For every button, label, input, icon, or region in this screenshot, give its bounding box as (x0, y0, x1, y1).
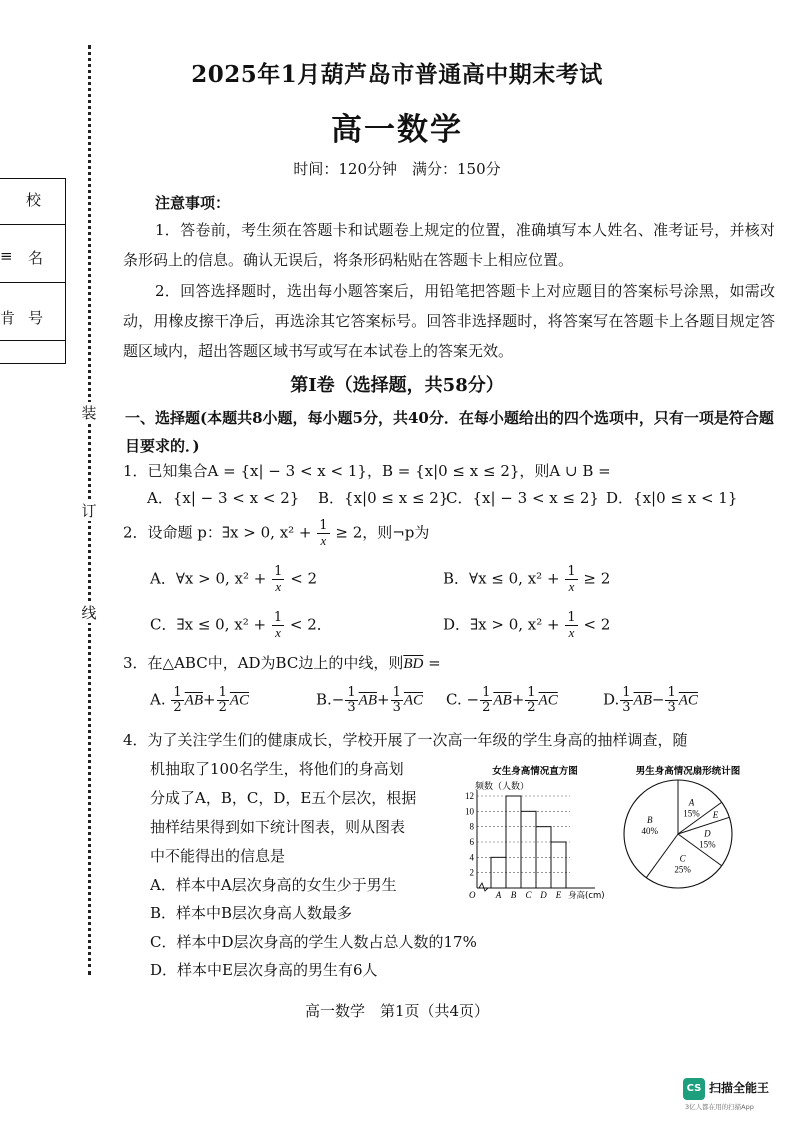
q1-option-c: C．{x| − 3 < x ≤ 2} (446, 489, 599, 507)
fraction-denominator: 2 (482, 700, 491, 715)
fraction-numerator: 1 (667, 685, 676, 700)
q3-option-c-op: + (511, 690, 525, 709)
bar-category-label: B (510, 890, 517, 900)
bar-category-label: C (525, 890, 532, 900)
fraction-denominator: 2 (173, 700, 182, 715)
pie-slice-label-B: B (647, 814, 653, 825)
bar-category-label: A (495, 890, 502, 900)
q1-option-d: D．{x|0 ≤ x < 1} (606, 489, 738, 507)
scanner-app-name: 扫描全能王 (709, 1081, 770, 1095)
pie-slice-value-A: 15% (683, 808, 700, 819)
notice-item-2: 2．回答选择题时，选出每小题答案后，用铅笔把答题卡上对应题目的答案标号涂黑，如需改动，用橡皮擦干净后，再选涂其它答案标号。回答非选择题时，将答案写在答题卡上各题目规定答题区域内，超出答题区域书写或写在本试卷上的答案无效。 (123, 282, 775, 360)
fraction-numerator: 1 (392, 685, 401, 700)
q3-stem (123, 652, 441, 675)
q2-option-a (150, 565, 317, 594)
q4-option-d: D．样本中E层次身高的男生有6人 (150, 961, 378, 979)
pie-slice-value-C: 25% (674, 864, 691, 875)
q3-option-c-vec1: $\overline{AB}$ (493, 692, 512, 709)
axis-break-mark (479, 883, 488, 891)
fraction-denominator: x (568, 625, 575, 640)
q2-option-c-suffix: < 2． (289, 615, 332, 634)
q4-stem-line2: 机抽取了100名学生，将他们的身高划 (150, 760, 404, 778)
q2-option-c-fraction (272, 611, 284, 640)
bar-C (521, 811, 536, 888)
notice-item-1: 1．答卷前，考生须在答题卡和试题卷上规定的位置，准确填写本人姓名、准考证号，并核对条形码上的信息。确认无误后，将条形码粘贴在答题卡上相应位置。 (123, 221, 775, 269)
fraction-numerator: 1 (567, 564, 576, 579)
fraction-denominator: x (320, 533, 327, 548)
subject-title: 高一数学 (331, 112, 463, 148)
q3-option-a-vec2: $\overline{AC}$ (229, 692, 250, 709)
q3-option-d (603, 686, 698, 715)
q4-option-c: C．样本中D层次身高的学生人数占总人数的17% (150, 933, 477, 951)
q3-option-d-frac1 (620, 686, 632, 715)
info-row-name (0, 237, 65, 283)
bar-ytick-label: 8 (469, 821, 474, 832)
q3-option-c-frac1 (480, 686, 492, 715)
time-info: 时间：120分钟 满分：150分 (293, 160, 501, 178)
fraction-denominator: x (275, 579, 282, 594)
pie-slice-value-D: 15% (699, 839, 716, 850)
q2-option-b (443, 565, 610, 594)
pie-slice-label-C: C (679, 853, 686, 864)
info-label-number-prefix: 肯 (0, 309, 16, 327)
section-one-heading (125, 404, 775, 460)
bar-origin-label: O (469, 890, 476, 900)
q3-stem-end: = (423, 654, 441, 672)
bar-ytick-label: 10 (465, 806, 474, 817)
q3-option-a-frac2 (217, 686, 229, 715)
q1-option-b: B．{x|0 ≤ x ≤ 2} (318, 489, 449, 507)
binding-char-ding: 订 (79, 500, 99, 521)
q2-option-c-prefix: C．∃x ≤ 0, x² + (150, 615, 267, 634)
q4-option-a: A．样本中A层次身高的女生少于男生 (150, 876, 397, 894)
camscanner-logo-icon: CS (683, 1078, 705, 1100)
q2-option-a-fraction (272, 565, 284, 594)
fraction-numerator: 1 (273, 610, 283, 625)
bar-xlabel: 身高(cm) (568, 891, 605, 901)
boys-height-pie-chart (608, 760, 768, 895)
q2-stem-fraction (317, 519, 329, 548)
fraction-numerator: 1 (173, 685, 182, 700)
q2-option-d-suffix: < 2 (583, 615, 611, 634)
fraction-denominator: x (275, 625, 281, 640)
info-label-name-prefix: ≡ (0, 247, 13, 265)
q3-option-c (446, 686, 558, 715)
fraction-numerator: 1 (274, 564, 283, 579)
q3-option-c-sign: − (466, 690, 480, 709)
q1-option-a: A．{x| − 3 < x < 2} (147, 489, 300, 507)
info-label-number: 号 (28, 309, 44, 327)
girls-height-histogram (455, 760, 615, 910)
q2-option-a-prefix: A．∀x > 0, x² + (150, 569, 267, 588)
pie-slice-value-B: 40% (641, 825, 659, 836)
bar-layer (465, 790, 605, 901)
fraction-denominator: 3 (622, 700, 631, 715)
fraction-denominator: 2 (218, 700, 227, 715)
q2-option-d-prefix: D．∃x > 0, x² + (443, 615, 560, 634)
q4-option-b: B．样本中B层次身高人数最多 (150, 904, 353, 922)
q3-option-b-frac1 (345, 686, 357, 715)
fraction-numerator: 1 (218, 685, 227, 700)
q4-stem-line1: 4．为了关注学生们的健康成长，学校开展了一次高一年级的学生身高的抽样调查，随 (123, 731, 688, 749)
q3-option-b-vec1: $\overline{AB}$ (358, 692, 377, 709)
q2-stem-suffix: ≥ 2，则¬p为 (335, 523, 430, 542)
q3-option-c-frac2 (525, 686, 537, 715)
q2-option-a-suffix: < 2 (290, 569, 318, 588)
q3-option-c-vec2: $\overline{AC}$ (538, 692, 558, 709)
q3-option-b (316, 686, 423, 715)
pie-slice-label-A: A (688, 797, 695, 808)
bar-E (551, 842, 566, 888)
q3-option-b-label: B. (316, 690, 332, 709)
q2-option-d-fraction (565, 611, 577, 640)
exam-title: 2025年1月葫芦岛市普通高中期末考试 (191, 61, 603, 88)
bar-category-label: D (540, 890, 547, 900)
page-footer: 高一数学 第1页（共4页） (304, 1002, 490, 1020)
fraction-denominator: 3 (347, 700, 356, 715)
q3-option-d-frac2 (665, 686, 677, 715)
bar-ytick-label: 4 (469, 852, 474, 863)
bar-ytick-label: 2 (469, 867, 474, 878)
fraction-denominator: x (568, 579, 575, 594)
q3-option-a (150, 686, 249, 715)
q3-option-a-vec1: $\overline{AB}$ (184, 692, 203, 709)
q1-stem: 1．已知集合A = {x| − 3 < x < 1}，B = {x|0 ≤ x ≤ 2}，则A ∪ B = (123, 462, 611, 480)
info-label-school: 校 (26, 191, 42, 209)
fraction-numerator: 1 (482, 685, 491, 700)
pie-slice-edge (646, 834, 678, 878)
q3-option-b-vec2: $\overline{AC}$ (403, 692, 424, 709)
q3-option-d-vec1: $\overline{AB}$ (633, 692, 652, 709)
pie-slice-label-E: E (712, 809, 719, 820)
fraction-numerator: 1 (347, 685, 356, 700)
q3-option-a-label: A. (150, 690, 166, 709)
fraction-numerator: 1 (319, 518, 328, 533)
section-one-text: 一、选择题(本题共8小题，每小题5分，共40分．在每小题给出的四个选项中，只有一项是符合题目要求的．) (125, 409, 774, 455)
bar-chart-title: 女生身高情况直方图 (492, 766, 578, 777)
q2-option-d (443, 611, 610, 640)
q2-stem (123, 519, 429, 548)
pie-layer (624, 780, 732, 888)
pie-slice-label-D: D (704, 828, 711, 839)
q3-option-d-label: D. (603, 690, 620, 709)
q3-option-a-frac1 (171, 686, 183, 715)
binding-char-xian: 线 (79, 602, 99, 623)
student-info-table (0, 178, 66, 364)
q3-option-d-vec2: $\overline{AC}$ (678, 692, 698, 709)
q2-option-b-suffix: ≥ 2 (583, 569, 611, 588)
volume-title: 第Ⅰ卷（选择题，共58分） (290, 375, 504, 396)
q3-option-b-op: + (376, 690, 390, 709)
notice-heading: 注意事项： (155, 194, 231, 212)
binding-char-zhuang: 装 (79, 402, 99, 423)
bar-chart-ylabel: 频数（人数） (475, 782, 530, 792)
bar-ytick-label: 12 (465, 791, 474, 801)
q2-option-b-fraction (565, 565, 577, 594)
info-row-school (0, 179, 65, 225)
fraction-numerator: 1 (527, 685, 536, 700)
fraction-numerator: 1 (567, 610, 576, 625)
scanner-tagline: 3亿人都在用的扫描App (685, 1103, 754, 1111)
q2-option-c (150, 611, 332, 640)
q3-option-d-op: − (651, 690, 665, 709)
q2-stem-prefix: 2．设命题 p：∃x > 0, x² + (123, 523, 312, 542)
bar-category-label: E (555, 890, 562, 900)
fraction-denominator: 3 (667, 700, 676, 715)
q3-stem-vector: $\overline{BD}$ (403, 656, 424, 672)
q2-option-b-prefix: B．∀x ≤ 0, x² + (443, 569, 560, 588)
info-row-number (0, 295, 65, 341)
fraction-denominator: 3 (392, 700, 401, 715)
fraction-numerator: 1 (622, 685, 631, 700)
info-label-name: 名 (28, 249, 44, 267)
pie-chart-title: 男生身高情况扇形统计图 (635, 766, 741, 777)
fraction-denominator: 2 (527, 700, 536, 715)
q3-option-b-frac2 (391, 686, 403, 715)
q4-stem-line5: 中不能得出的信息是 (150, 847, 286, 865)
bar-ytick-label: 6 (469, 837, 474, 847)
q4-stem-line3: 分成了A，B，C，D，E五个层次，根据 (150, 789, 417, 807)
q3-option-b-sign: − (331, 690, 345, 709)
q3-stem-text: 3．在△ABC中，AD为BC边上的中线，则 (123, 654, 404, 672)
q4-stem-line4: 抽样结果得到如下统计图表，则从图表 (150, 818, 406, 836)
q3-option-a-op: + (203, 690, 216, 709)
q3-option-c-label: C. (446, 690, 462, 709)
